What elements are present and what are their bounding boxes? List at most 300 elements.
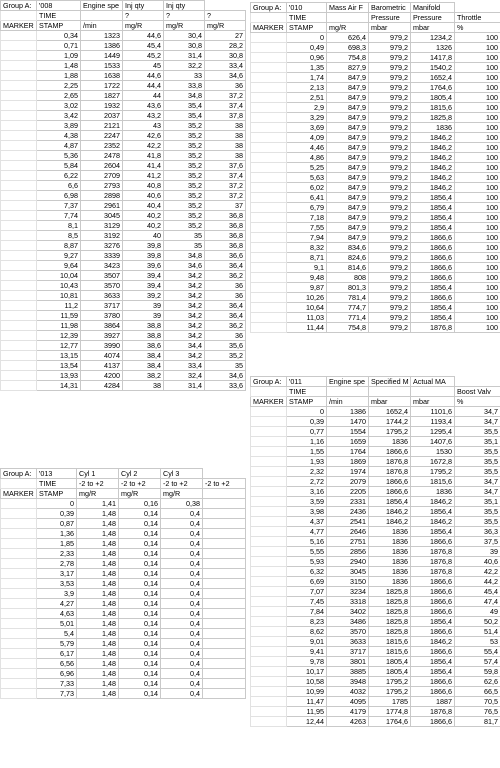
- value-cell: 36: [205, 331, 246, 341]
- value-cell: 1856,4: [411, 527, 455, 537]
- value-cell: 847,9: [327, 153, 369, 163]
- value-cell: 35: [164, 231, 205, 241]
- table-row: [1, 161, 246, 171]
- time-label: TIME: [37, 11, 81, 21]
- table-row: [1, 271, 246, 281]
- value-cell: 30,8: [164, 41, 205, 51]
- value-cell: 979,2: [369, 123, 411, 133]
- marker-cell: [1, 321, 37, 331]
- value-cell: 1193,4: [411, 417, 455, 427]
- table-row: [1, 91, 246, 101]
- value-cell: 4074: [81, 351, 123, 361]
- value-cell: 1876,8: [411, 547, 455, 557]
- marker-cell: [251, 93, 287, 103]
- value-cell: 1,48: [77, 569, 119, 579]
- value-cell: 2037: [81, 111, 123, 121]
- value-cell: 100: [455, 203, 500, 213]
- value-cell: 33: [164, 71, 205, 81]
- column-name: Barometric: [369, 3, 411, 13]
- value-cell: 979,2: [369, 53, 411, 63]
- value-cell: 32,4: [164, 371, 205, 381]
- value-cell: 0,4: [161, 569, 203, 579]
- value-cell: 3276: [81, 241, 123, 251]
- marker-cell: [1, 519, 37, 529]
- value-cell: 754,8: [327, 53, 369, 63]
- time-header-row: [1, 479, 246, 489]
- value-cell: [203, 579, 246, 589]
- value-cell: 33,8: [164, 81, 205, 91]
- value-cell: 34,7: [455, 407, 500, 417]
- time-stamp-cell: 6,32: [287, 567, 327, 577]
- time-stamp-cell: 11,98: [37, 321, 81, 331]
- time-stamp-cell: 8,32: [287, 243, 327, 253]
- time-stamp-cell: 10,58: [287, 677, 327, 687]
- table-row: [251, 687, 500, 697]
- time-stamp-cell: 8,1: [37, 221, 81, 231]
- table-row: [251, 427, 500, 437]
- value-cell: 1876,8: [411, 567, 455, 577]
- value-cell: 0,14: [119, 669, 161, 679]
- value-cell: 1866,6: [411, 293, 455, 303]
- value-cell: 0,14: [119, 529, 161, 539]
- value-cell: 45,4: [455, 587, 500, 597]
- value-cell: 39,4: [123, 271, 164, 281]
- table-row: [1, 569, 246, 579]
- table-row: [1, 151, 246, 161]
- value-cell: 100: [455, 303, 500, 313]
- value-cell: 2646: [327, 527, 369, 537]
- value-cell: 100: [455, 73, 500, 83]
- value-cell: [203, 609, 246, 619]
- value-cell: 100: [455, 263, 500, 273]
- table-row: [1, 41, 246, 51]
- value-cell: 40,2: [123, 221, 164, 231]
- table-row: [251, 133, 500, 143]
- marker-cell: [1, 241, 37, 251]
- time-stamp-cell: 8,23: [287, 617, 327, 627]
- value-cell: 36,8: [205, 231, 246, 241]
- value-cell: 1795,2: [369, 687, 411, 697]
- value-cell: 35,4: [164, 101, 205, 111]
- marker-cell: [1, 669, 37, 679]
- value-cell: 36,8: [205, 211, 246, 221]
- marker-cell: [251, 537, 287, 547]
- value-cell: 36: [205, 281, 246, 291]
- table-row: [1, 539, 246, 549]
- time-stamp-cell: 13,54: [37, 361, 81, 371]
- column-name: Specified M: [369, 377, 411, 387]
- value-cell: 979,2: [369, 313, 411, 323]
- stamp-label: STAMP: [37, 21, 81, 31]
- time-stamp-cell: 9,1: [287, 263, 327, 273]
- table-row: [1, 261, 246, 271]
- marker-cell: [1, 351, 37, 361]
- table-row: [251, 597, 500, 607]
- value-cell: 979,2: [369, 133, 411, 143]
- column-unit: mg/R: [161, 489, 203, 499]
- value-cell: 847,9: [327, 183, 369, 193]
- value-cell: 100: [455, 43, 500, 53]
- value-cell: 1407,6: [411, 437, 455, 447]
- time-stamp-cell: 4,09: [287, 133, 327, 143]
- time-stamp-cell: 2,9: [287, 103, 327, 113]
- column-unit: [203, 489, 246, 499]
- marker-cell: [251, 163, 287, 173]
- marker-cell: [251, 143, 287, 153]
- time-stamp-cell: 7,18: [287, 213, 327, 223]
- value-cell: 38,4: [123, 351, 164, 361]
- value-cell: 0,4: [161, 609, 203, 619]
- value-cell: 40,6: [123, 191, 164, 201]
- value-cell: 1,48: [77, 679, 119, 689]
- value-cell: 34,7: [455, 417, 500, 427]
- value-cell: [203, 639, 246, 649]
- time-stamp-cell: 5,55: [287, 547, 327, 557]
- column-unit: mg/R: [205, 21, 246, 31]
- column-subheader: Boost Valv: [455, 387, 500, 397]
- group-label: Group A:: [1, 469, 37, 479]
- marker-cell: [251, 497, 287, 507]
- value-cell: 3318: [327, 597, 369, 607]
- table-row: [251, 627, 500, 637]
- column-unit: mbar: [411, 397, 455, 407]
- value-cell: 847,9: [327, 143, 369, 153]
- marker-cell: [251, 607, 287, 617]
- column-name: Mass Air F: [327, 3, 369, 13]
- value-cell: 1866,6: [411, 587, 455, 597]
- table-row: [1, 81, 246, 91]
- time-stamp-cell: 0,87: [37, 519, 77, 529]
- value-cell: 1,48: [77, 549, 119, 559]
- marker-cell: [251, 33, 287, 43]
- value-cell: 1825,8: [369, 607, 411, 617]
- time-stamp-cell: 1,09: [37, 51, 81, 61]
- value-cell: 36,3: [455, 527, 500, 537]
- marker-cell: [1, 569, 37, 579]
- marker-cell: [251, 717, 287, 727]
- marker-cell: [1, 689, 37, 699]
- value-cell: 35,2: [205, 351, 246, 361]
- value-cell: 0,14: [119, 519, 161, 529]
- time-stamp-cell: 2,78: [37, 559, 77, 569]
- value-cell: 1533: [81, 61, 123, 71]
- marker-cell: [1, 141, 37, 151]
- value-cell: 1836: [411, 487, 455, 497]
- value-cell: 1,48: [77, 529, 119, 539]
- marker-cell: [251, 557, 287, 567]
- marker-cell: [251, 597, 287, 607]
- value-cell: 34,8: [164, 251, 205, 261]
- value-cell: 1866,6: [369, 447, 411, 457]
- value-cell: 3045: [327, 567, 369, 577]
- value-cell: 44,6: [123, 31, 164, 41]
- value-cell: 847,9: [327, 83, 369, 93]
- value-cell: 36: [205, 81, 246, 91]
- value-cell: 0,4: [161, 679, 203, 689]
- table-row: [1, 559, 246, 569]
- value-cell: 1846,2: [411, 143, 455, 153]
- time-stamp-cell: 0: [37, 499, 77, 509]
- time-stamp-cell: 3,17: [37, 569, 77, 579]
- value-cell: 53: [455, 637, 500, 647]
- time-stamp-cell: 2,65: [37, 91, 81, 101]
- value-cell: 34,6: [205, 371, 246, 381]
- value-cell: 979,2: [369, 113, 411, 123]
- group-code: '008: [37, 1, 81, 11]
- value-cell: 35,6: [205, 341, 246, 351]
- value-cell: 2121: [81, 121, 123, 131]
- value-cell: 1846,2: [411, 173, 455, 183]
- marker-cell: [1, 371, 37, 381]
- value-cell: 81,7: [455, 717, 500, 727]
- column-subheader: ?: [164, 11, 205, 21]
- time-stamp-cell: 0,71: [37, 41, 81, 51]
- table-row: [251, 43, 500, 53]
- sheet-group-011: [250, 376, 500, 727]
- column-subheader: [411, 387, 455, 397]
- value-cell: 1,48: [77, 599, 119, 609]
- table-row: [251, 283, 500, 293]
- marker-cell: [251, 183, 287, 193]
- value-cell: 1846,2: [411, 637, 455, 647]
- time-stamp-cell: 6,96: [37, 669, 77, 679]
- time-stamp-cell: 3,69: [287, 123, 327, 133]
- value-cell: 0,14: [119, 599, 161, 609]
- value-cell: 1866,6: [411, 677, 455, 687]
- column-subheader: [327, 387, 369, 397]
- value-cell: 2478: [81, 151, 123, 161]
- value-cell: 1722: [81, 81, 123, 91]
- marker-cell: [1, 639, 37, 649]
- value-cell: 1866,6: [411, 273, 455, 283]
- units-header-row: [251, 23, 500, 33]
- blank-cell: [1, 479, 37, 489]
- value-cell: 1866,6: [411, 537, 455, 547]
- table-row: [1, 351, 246, 361]
- value-cell: 1876,8: [411, 323, 455, 333]
- marker-cell: [1, 61, 37, 71]
- table-row: [251, 587, 500, 597]
- column-unit: mg/R: [123, 21, 164, 31]
- time-stamp-cell: 2,13: [287, 83, 327, 93]
- time-stamp-cell: 10,64: [287, 303, 327, 313]
- time-stamp-cell: 5,63: [287, 173, 327, 183]
- table-row: [1, 111, 246, 121]
- value-cell: 3402: [327, 607, 369, 617]
- value-cell: 38,8: [123, 321, 164, 331]
- value-cell: 100: [455, 313, 500, 323]
- time-stamp-cell: 14,31: [37, 381, 81, 391]
- time-stamp-cell: 8,87: [37, 241, 81, 251]
- table-row: [251, 273, 500, 283]
- marker-cell: [1, 529, 37, 539]
- value-cell: 34,4: [164, 341, 205, 351]
- value-cell: 0,38: [161, 499, 203, 509]
- value-cell: 1827: [81, 91, 123, 101]
- time-stamp-cell: 4,77: [287, 527, 327, 537]
- column-subheader: Throttle: [455, 13, 500, 23]
- marker-cell: [1, 331, 37, 341]
- marker-cell: [1, 41, 37, 51]
- time-stamp-cell: 2,33: [37, 549, 77, 559]
- time-stamp-cell: 4,87: [37, 141, 81, 151]
- value-cell: 100: [455, 243, 500, 253]
- value-cell: 34,7: [455, 477, 500, 487]
- time-stamp-cell: 7,07: [287, 587, 327, 597]
- value-cell: 847,9: [327, 113, 369, 123]
- value-cell: 100: [455, 173, 500, 183]
- marker-cell: [1, 579, 37, 589]
- table-row: [251, 707, 500, 717]
- marker-cell: [1, 101, 37, 111]
- table-row: [251, 447, 500, 457]
- marker-cell: [251, 697, 287, 707]
- value-cell: 1386: [327, 407, 369, 417]
- value-cell: 35,2: [164, 151, 205, 161]
- column-unit: %: [455, 23, 500, 33]
- marker-cell: [1, 31, 37, 41]
- value-cell: 36,2: [205, 271, 246, 281]
- value-cell: 1866,6: [411, 263, 455, 273]
- table-row: [1, 549, 246, 559]
- table-row: [251, 153, 500, 163]
- value-cell: 979,2: [369, 233, 411, 243]
- time-stamp-cell: 4,46: [287, 143, 327, 153]
- value-cell: [203, 509, 246, 519]
- table-row: [1, 669, 246, 679]
- value-cell: 35,2: [164, 171, 205, 181]
- column-name: Cyl 3: [161, 469, 203, 479]
- value-cell: [203, 689, 246, 699]
- value-cell: [203, 659, 246, 669]
- value-cell: 1846,2: [411, 163, 455, 173]
- value-cell: 1101,6: [411, 407, 455, 417]
- value-cell: 100: [455, 223, 500, 233]
- marker-cell: [1, 311, 37, 321]
- value-cell: 34,2: [164, 351, 205, 361]
- value-cell: 1869: [327, 457, 369, 467]
- value-cell: 0,4: [161, 629, 203, 639]
- value-cell: 3486: [327, 617, 369, 627]
- table-row: [251, 607, 500, 617]
- marker-cell: [1, 599, 37, 609]
- value-cell: 1876,8: [369, 457, 411, 467]
- marker-cell: [1, 211, 37, 221]
- value-cell: 100: [455, 213, 500, 223]
- value-cell: [203, 549, 246, 559]
- value-cell: 1856,4: [411, 667, 455, 677]
- value-cell: 0,4: [161, 559, 203, 569]
- marker-label: MARKER: [251, 397, 287, 407]
- column-unit: mg/R: [119, 489, 161, 499]
- time-stamp-cell: 2,32: [287, 467, 327, 477]
- time-stamp-cell: 9,78: [287, 657, 327, 667]
- value-cell: 36,4: [205, 311, 246, 321]
- table-row: [251, 313, 500, 323]
- column-unit: /min: [81, 21, 123, 31]
- column-unit: mg/R: [327, 23, 369, 33]
- table-row: [251, 477, 500, 487]
- table-row: [1, 609, 246, 619]
- marker-cell: [1, 509, 37, 519]
- time-stamp-cell: 1,74: [287, 73, 327, 83]
- table-row: [1, 211, 246, 221]
- value-cell: 0,4: [161, 539, 203, 549]
- marker-cell: [1, 91, 37, 101]
- value-cell: 1846,2: [369, 507, 411, 517]
- value-cell: 1326: [411, 43, 455, 53]
- value-cell: 1856,4: [411, 283, 455, 293]
- marker-cell: [1, 221, 37, 231]
- time-stamp-cell: 7,33: [37, 679, 77, 689]
- value-cell: 45,4: [123, 41, 164, 51]
- marker-cell: [251, 477, 287, 487]
- time-stamp-cell: 1,55: [287, 447, 327, 457]
- time-stamp-cell: 8,5: [37, 231, 81, 241]
- table-row: [1, 519, 246, 529]
- table-row: [251, 303, 500, 313]
- table-row: [1, 599, 246, 609]
- value-cell: 1887: [411, 697, 455, 707]
- value-cell: 979,2: [369, 83, 411, 93]
- value-cell: 847,9: [327, 203, 369, 213]
- value-cell: 979,2: [369, 253, 411, 263]
- marker-cell: [1, 121, 37, 131]
- value-cell: [203, 649, 246, 659]
- value-cell: 979,2: [369, 213, 411, 223]
- value-cell: 1,48: [77, 639, 119, 649]
- value-cell: 827,9: [327, 63, 369, 73]
- value-cell: 100: [455, 283, 500, 293]
- table-row: [1, 659, 246, 669]
- value-cell: 1856,4: [411, 213, 455, 223]
- marker-cell: [1, 341, 37, 351]
- time-stamp-cell: 0: [287, 33, 327, 43]
- value-cell: 4284: [81, 381, 123, 391]
- value-cell: 1417,8: [411, 53, 455, 63]
- marker-cell: [1, 231, 37, 241]
- value-cell: 3717: [81, 301, 123, 311]
- value-cell: 39: [123, 311, 164, 321]
- table-row: [1, 589, 246, 599]
- value-cell: 1323: [81, 31, 123, 41]
- value-cell: 1846,2: [411, 153, 455, 163]
- column-unit: mbar: [411, 23, 455, 33]
- value-cell: 37,6: [205, 161, 246, 171]
- marker-cell: [251, 203, 287, 213]
- table-row: [1, 181, 246, 191]
- time-stamp-cell: 13,15: [37, 351, 81, 361]
- marker-cell: [1, 251, 37, 261]
- table-row: [251, 203, 500, 213]
- table-row: [251, 193, 500, 203]
- value-cell: 4263: [327, 717, 369, 727]
- marker-cell: [251, 263, 287, 273]
- value-cell: 38,4: [123, 361, 164, 371]
- value-cell: 1856,4: [411, 313, 455, 323]
- value-cell: 1764: [327, 447, 369, 457]
- value-cell: 34,8: [164, 91, 205, 101]
- value-cell: 30,4: [164, 31, 205, 41]
- value-cell: 2793: [81, 181, 123, 191]
- value-cell: 1815,6: [369, 647, 411, 657]
- value-cell: 0,14: [119, 549, 161, 559]
- value-cell: 1846,2: [411, 133, 455, 143]
- value-cell: 847,9: [327, 163, 369, 173]
- value-cell: 43,2: [123, 111, 164, 121]
- table-row: [1, 201, 246, 211]
- group-header-row: [251, 377, 500, 387]
